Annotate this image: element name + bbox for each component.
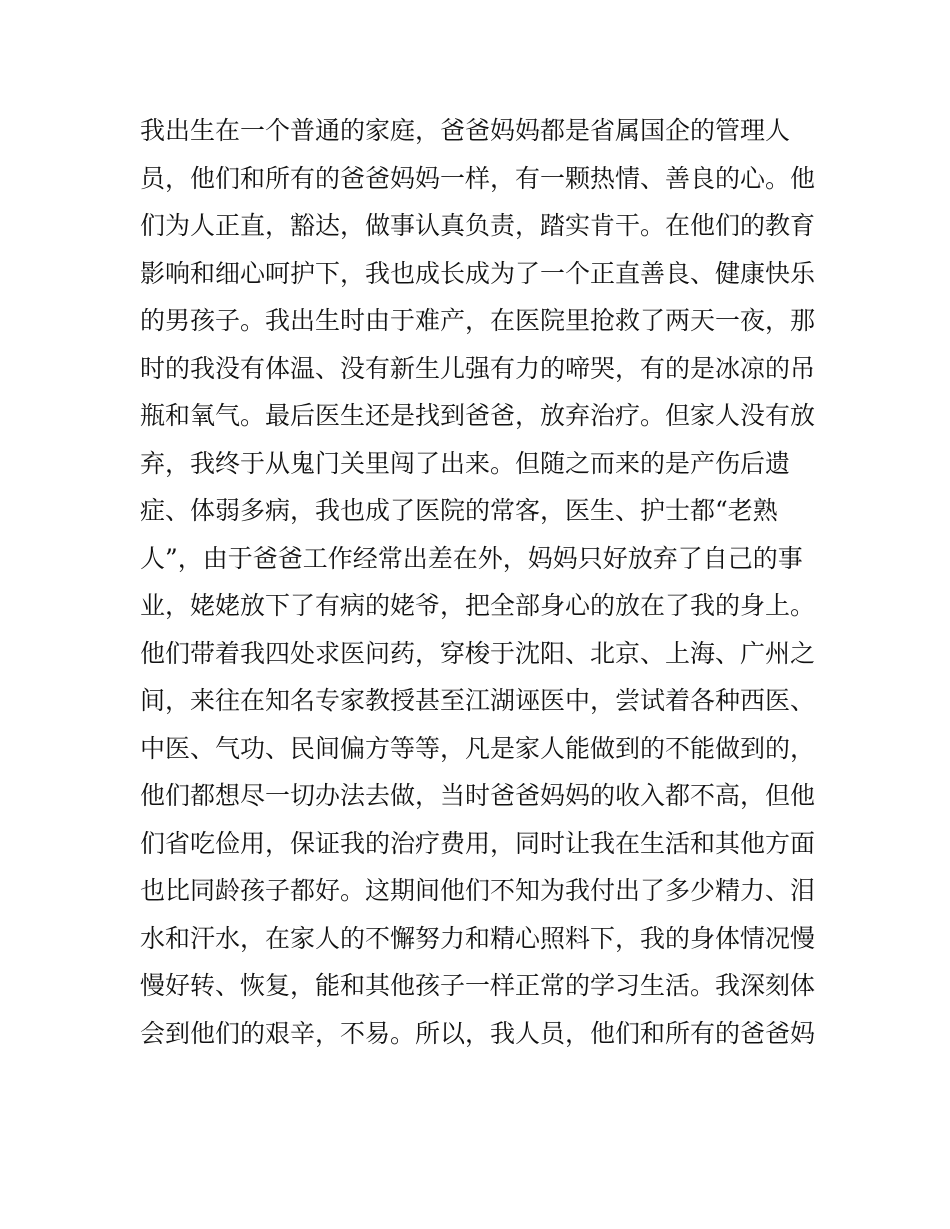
text-line-17: 也比同龄孩子都好。这期间他们不知为我付出了多少精力、泪 [140, 876, 816, 905]
text-line-6: 时的我没有体温、没有新生儿强有力的啼哭，有的是冰凉的吊 [140, 353, 816, 383]
text-line-4: 影响和细心呵护下，我也成长成为了一个正直善良、健康快乐 [140, 258, 816, 288]
text-line-12: 他们带着我四处求医问药，穿梭于沈阳、北京、上海、广州之 [140, 638, 816, 668]
text-line-3: 们为人正直，豁达，做事认真负责，踏实肯干。在他们的教育 [140, 211, 816, 240]
text-line-11: 业，姥姥放下了有病的姥爷，把全部身心的放在了我的身上。 [140, 591, 816, 620]
text-line-20: 会到他们的艰辛，不易。所以，我人员，他们和所有的爸爸妈 [140, 1018, 816, 1048]
text-line-2: 员，他们和所有的爸爸妈妈一样，有一颗热情、善良的心。他 [140, 163, 816, 193]
text-line-14: 中医、气功、民间偏方等等，凡是家人能做到的不能做到的， [140, 733, 816, 763]
text-line-8: 弃，我终于从鬼门关里闯了出来。但随之而来的是产伤后遗 [140, 448, 791, 478]
text-line-7: 瓶和氧气。最后医生还是找到爸爸，放弃治疗。但家人没有放 [140, 401, 816, 430]
text-line-18: 水和汗水，在家人的不懈努力和精心照料下，我的身体情况慢 [140, 923, 816, 953]
body-text [140, 107, 820, 1057]
text-line-13: 间，来往在知名专家教授甚至江湖诬医中，尝试着各种西医、 [140, 686, 816, 715]
text-line-15: 他们都想尽一切办法去做，当时爸爸妈妈的收入都不高，但他 [140, 781, 816, 810]
text-line-16: 们省吃俭用，保证我的治疗费用，同时让我在生活和其他方面 [140, 828, 816, 858]
text-line-10: 人”，由于爸爸工作经常出差在外，妈妈只好放弃了自己的事 [140, 543, 803, 573]
text-line-5: 的男孩子。我出生时由于难产，在医院里抢救了两天一夜，那 [140, 306, 816, 335]
text-line-1: 我出生在一个普通的家庭，爸爸妈妈都是省属国企的管理人 [140, 116, 791, 145]
text-line-9: 症、体弱多病，我也成了医院的常客，医生、护士都“老熟 [140, 496, 778, 525]
text-line-19: 慢好转、恢复，能和其他孩子一样正常的学习生活。我深刻体 [140, 971, 816, 1000]
